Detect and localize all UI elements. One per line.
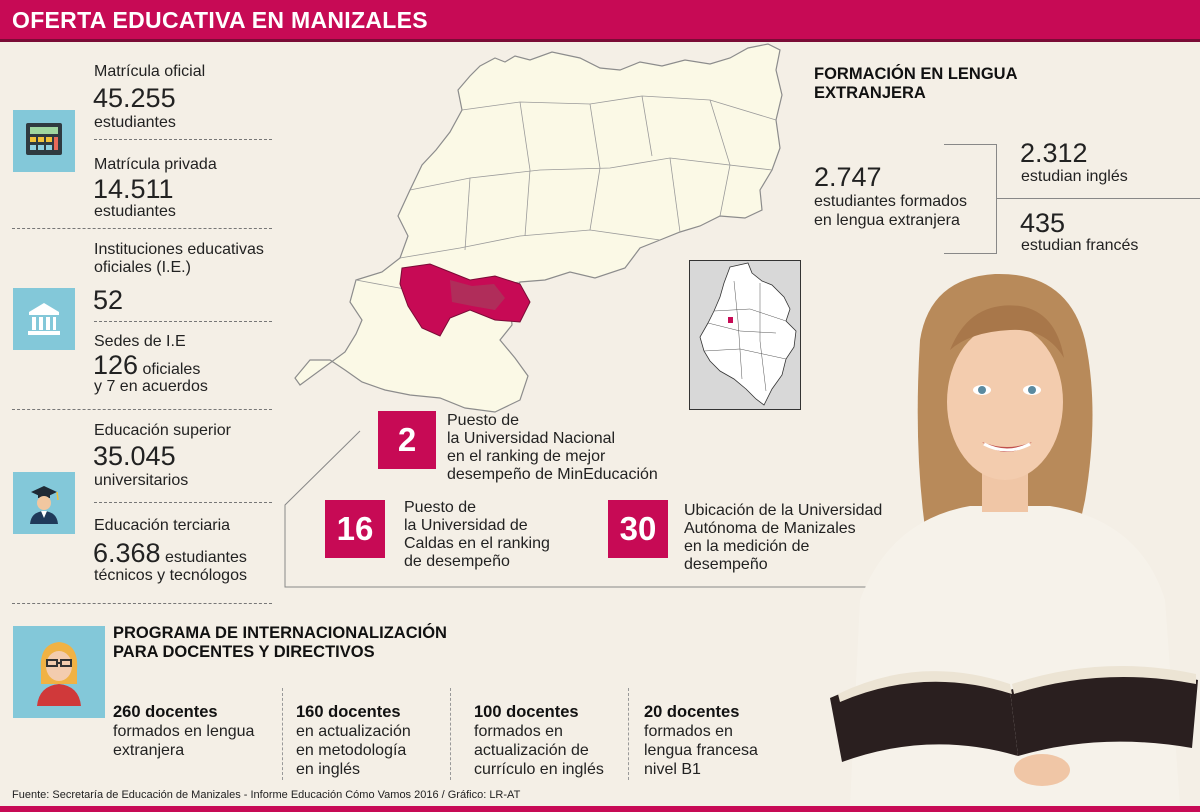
divider: [94, 502, 272, 503]
ranking-line: Autónoma de Manizales: [684, 520, 856, 537]
tertiary-unit: estudiantes: [165, 549, 247, 566]
divider: [282, 688, 283, 780]
program-item-1: [113, 703, 254, 760]
higher-ed-unit: universitarios: [94, 472, 189, 489]
ranking-line: la Universidad de: [404, 517, 528, 534]
ranking-line: de desempeño: [404, 553, 510, 570]
english-label: estudian inglés: [1021, 168, 1128, 185]
private-enrollment-value: 14.511: [93, 174, 174, 204]
program-item-3: [474, 703, 604, 779]
sedes-unit: oficiales: [142, 361, 201, 378]
sedes-value: 126: [93, 350, 139, 380]
language-bracket: [944, 144, 997, 254]
divider: [12, 228, 272, 229]
divider: [450, 688, 451, 780]
language-total-label-2: en lengua extranjera: [814, 212, 960, 229]
ranking-box-autonoma: 30: [608, 500, 668, 558]
program-item-line: nivel B1: [644, 761, 701, 778]
bank-building-icon: [13, 288, 75, 350]
divider: [12, 603, 272, 604]
tertiary-value: 6.368: [93, 538, 161, 568]
sedes-row: [93, 352, 200, 379]
institutions-value: 52: [93, 285, 124, 315]
divider: [94, 139, 272, 140]
french-label: estudian francés: [1021, 237, 1139, 254]
teacher-icon: [13, 626, 105, 718]
program-item-line: en inglés: [296, 761, 361, 778]
program-item-line: en metodología: [296, 742, 407, 759]
program-item-line: lengua francesa: [644, 742, 758, 759]
ranking-line: en la medición de: [684, 538, 810, 555]
language-total-value: 2.747: [814, 162, 882, 192]
language-title-2: EXTRANJERA: [814, 84, 926, 102]
ranking-line: Ubicación de la Universidad: [684, 502, 883, 519]
divider: [94, 321, 272, 322]
ranking-line: desempeño: [684, 556, 768, 573]
ranking-line: desempeño de MinEducación: [447, 466, 658, 483]
program-title-2: PARA DOCENTES Y DIRECTIVOS: [113, 643, 375, 661]
program-item-number: 20 docentes: [644, 703, 740, 721]
calculator-icon: [13, 110, 75, 172]
program-item-4: [644, 703, 758, 779]
program-item-line: formados en: [644, 723, 733, 740]
title-bar: [0, 0, 1200, 42]
graduate-icon: [13, 472, 75, 534]
ranking-text-nacional: [447, 412, 658, 484]
ranking-text-caldas: [404, 499, 550, 571]
ranking-box-nacional: 2: [378, 411, 436, 469]
ranking-line: Puesto de: [447, 412, 520, 429]
official-enrollment-label: Matrícula oficial: [94, 63, 206, 80]
program-item-line: en actualización: [296, 723, 411, 740]
tertiary-unit-2: técnicos y tecnólogos: [94, 567, 247, 584]
private-enrollment-unit: estudiantes: [94, 203, 176, 220]
program-item-line: formados en lengua: [113, 723, 255, 740]
official-enrollment-unit: estudiantes: [94, 114, 176, 131]
sedes-label: Sedes de I.E: [94, 333, 186, 350]
higher-ed-value: 35.045: [93, 441, 176, 471]
ranking-line: Puesto de: [404, 499, 477, 516]
divider: [12, 409, 272, 410]
private-enrollment-label: Matrícula privada: [94, 156, 217, 173]
source-note: Fuente: Secretaría de Educación de Manizales - Informe Educación Cómo Vamos 2016 / Gráfico: LR-AT: [12, 789, 521, 801]
tertiary-row: [93, 540, 247, 567]
higher-ed-label: Educación superior: [94, 422, 231, 439]
program-item-number: 100 docentes: [474, 703, 579, 721]
language-title-1: FORMACIÓN EN LENGUA: [814, 65, 1018, 83]
program-item-line: formados en: [474, 723, 563, 740]
program-item-number: 260 docentes: [113, 703, 218, 721]
language-split-line: [997, 198, 1200, 199]
language-total-label-1: estudiantes formados: [814, 193, 967, 210]
tertiary-label: Educación terciaria: [94, 517, 231, 534]
program-item-number: 160 docentes: [296, 703, 401, 721]
program-item-line: extranjera: [113, 742, 185, 759]
sedes-agreements: y 7 en acuerdos: [94, 378, 208, 395]
page-title: OFERTA EDUCATIVA EN MANIZALES: [12, 7, 428, 33]
footer-bar: [0, 806, 1200, 812]
divider: [628, 688, 629, 780]
colombia-inset-map: [689, 260, 801, 410]
institutions-label: Instituciones educativas oficiales (I.E.): [94, 241, 264, 276]
teacher-photo: [820, 270, 1200, 806]
program-title-1: PROGRAMA DE INTERNACIONALIZACIÓN: [113, 624, 447, 642]
ranking-line: en el ranking de mejor: [447, 448, 606, 465]
ranking-box-caldas: 16: [325, 500, 385, 558]
program-item-2: [296, 703, 411, 779]
ranking-line: Caldas en el ranking: [404, 535, 550, 552]
english-value: 2.312: [1020, 138, 1088, 168]
program-item-line: actualización de: [474, 742, 589, 759]
official-enrollment-value: 45.255: [93, 83, 176, 113]
program-item-line: currículo en inglés: [474, 761, 604, 778]
ranking-line: la Universidad Nacional: [447, 430, 616, 447]
french-value: 435: [1020, 208, 1066, 238]
